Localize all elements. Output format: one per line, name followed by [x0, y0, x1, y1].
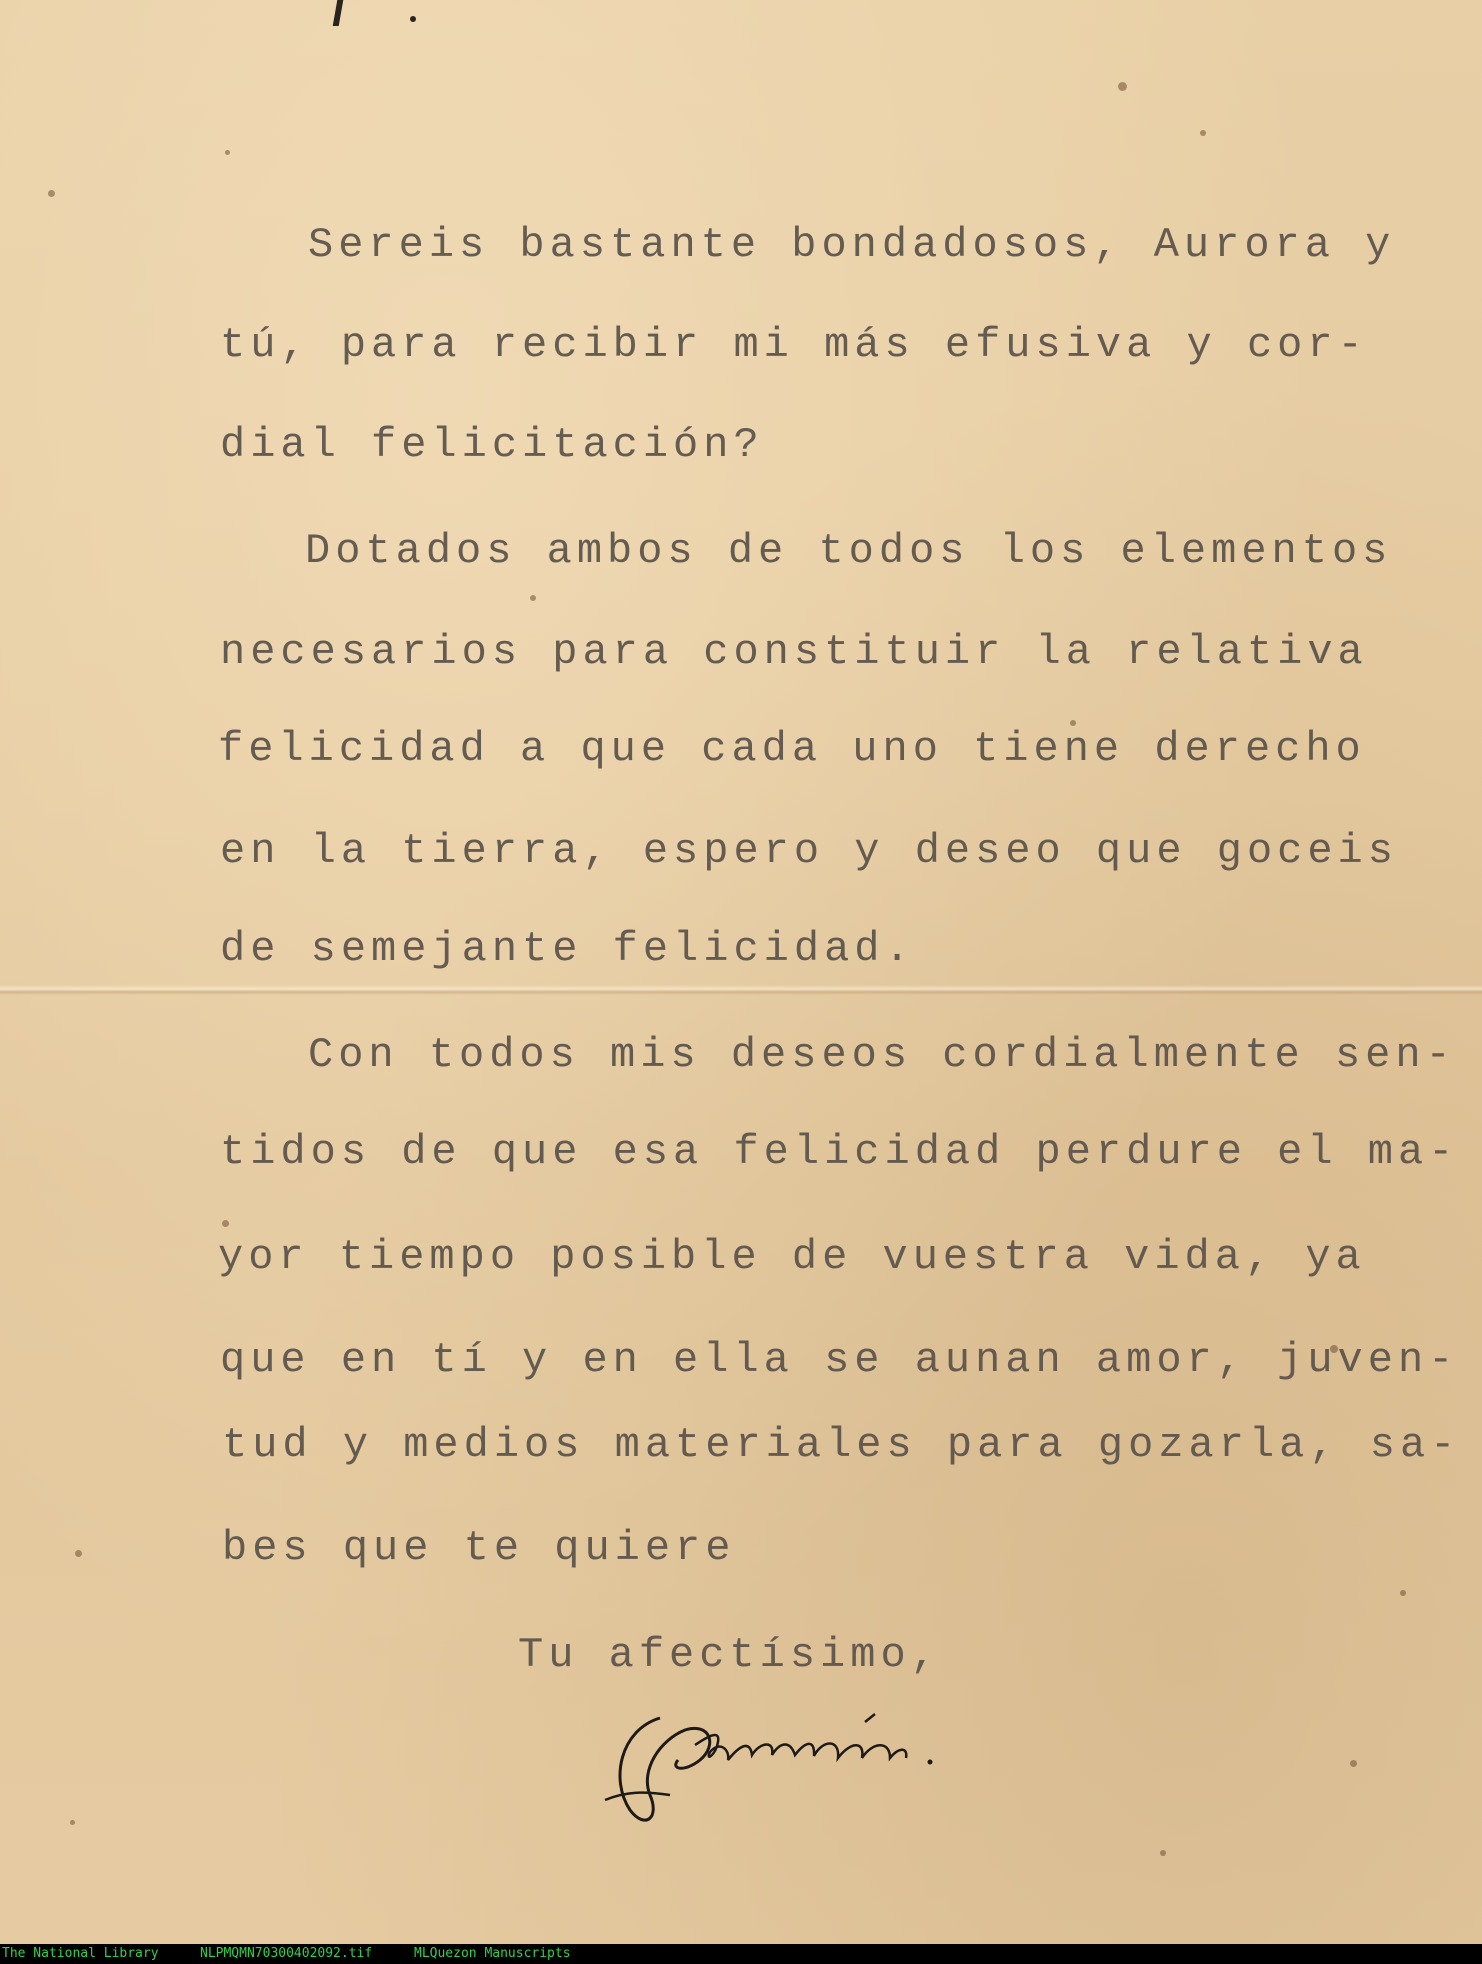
paper-spot [1160, 1850, 1166, 1856]
scan-footer [0, 1944, 1482, 1964]
footer-library: The National Library [2, 1946, 159, 1961]
letter-line-13: tud y medios materiales para gozarla, sa- [222, 1421, 1461, 1469]
footer-collection: MLQuezon Manuscripts [414, 1946, 571, 1961]
letter-line-2: tú, para recibir mi más efusiva y cor- [220, 321, 1368, 369]
footer-filename: NLPMQMN70300402092.tif [200, 1946, 373, 1961]
letter-line-14: bes que te quiere [222, 1524, 736, 1572]
paper-spot [1400, 1590, 1406, 1596]
letter-line-4: Dotados ambos de todos los elementos [305, 527, 1393, 575]
paper-spot [75, 1550, 82, 1557]
paper-spot [70, 1820, 75, 1825]
letter-line-3: dial felicitación? [220, 421, 764, 469]
paper-spot [1118, 82, 1127, 91]
letter-line-1: Sereis bastante bondadosos, Aurora y [308, 221, 1396, 269]
paper-spot [530, 595, 536, 601]
letter-line-10: tidos de que esa felicidad perdure el ma- [220, 1128, 1459, 1176]
paper-spot [48, 190, 55, 197]
letter-line-6: felicidad a que cada uno tiene derecho [218, 725, 1366, 773]
letter-closing: Tu afectísimo, [518, 1631, 941, 1679]
letter-line-7: en la tierra, espero y deseo que goceis [220, 827, 1398, 875]
ink-dot [410, 16, 416, 22]
paper-spot [225, 150, 230, 155]
letter-line-11: yor tiempo posible de vuestra vida, ya [218, 1233, 1366, 1281]
signature [600, 1700, 1000, 1840]
paper-spot [222, 1220, 229, 1227]
paper-spot [1200, 130, 1206, 136]
letter-line-5: necesarios para constituir la relativa [220, 628, 1368, 676]
paper-fold [0, 985, 1482, 995]
ink-mark [333, 0, 344, 26]
paper-spot [1350, 1760, 1357, 1767]
letter-line-9: Con todos mis deseos cordialmente sen- [308, 1031, 1456, 1079]
letter-line-8: de semejante felicidad. [220, 925, 915, 973]
letter-line-12: que en tí y en ella se aunan amor, juven- [220, 1336, 1459, 1384]
